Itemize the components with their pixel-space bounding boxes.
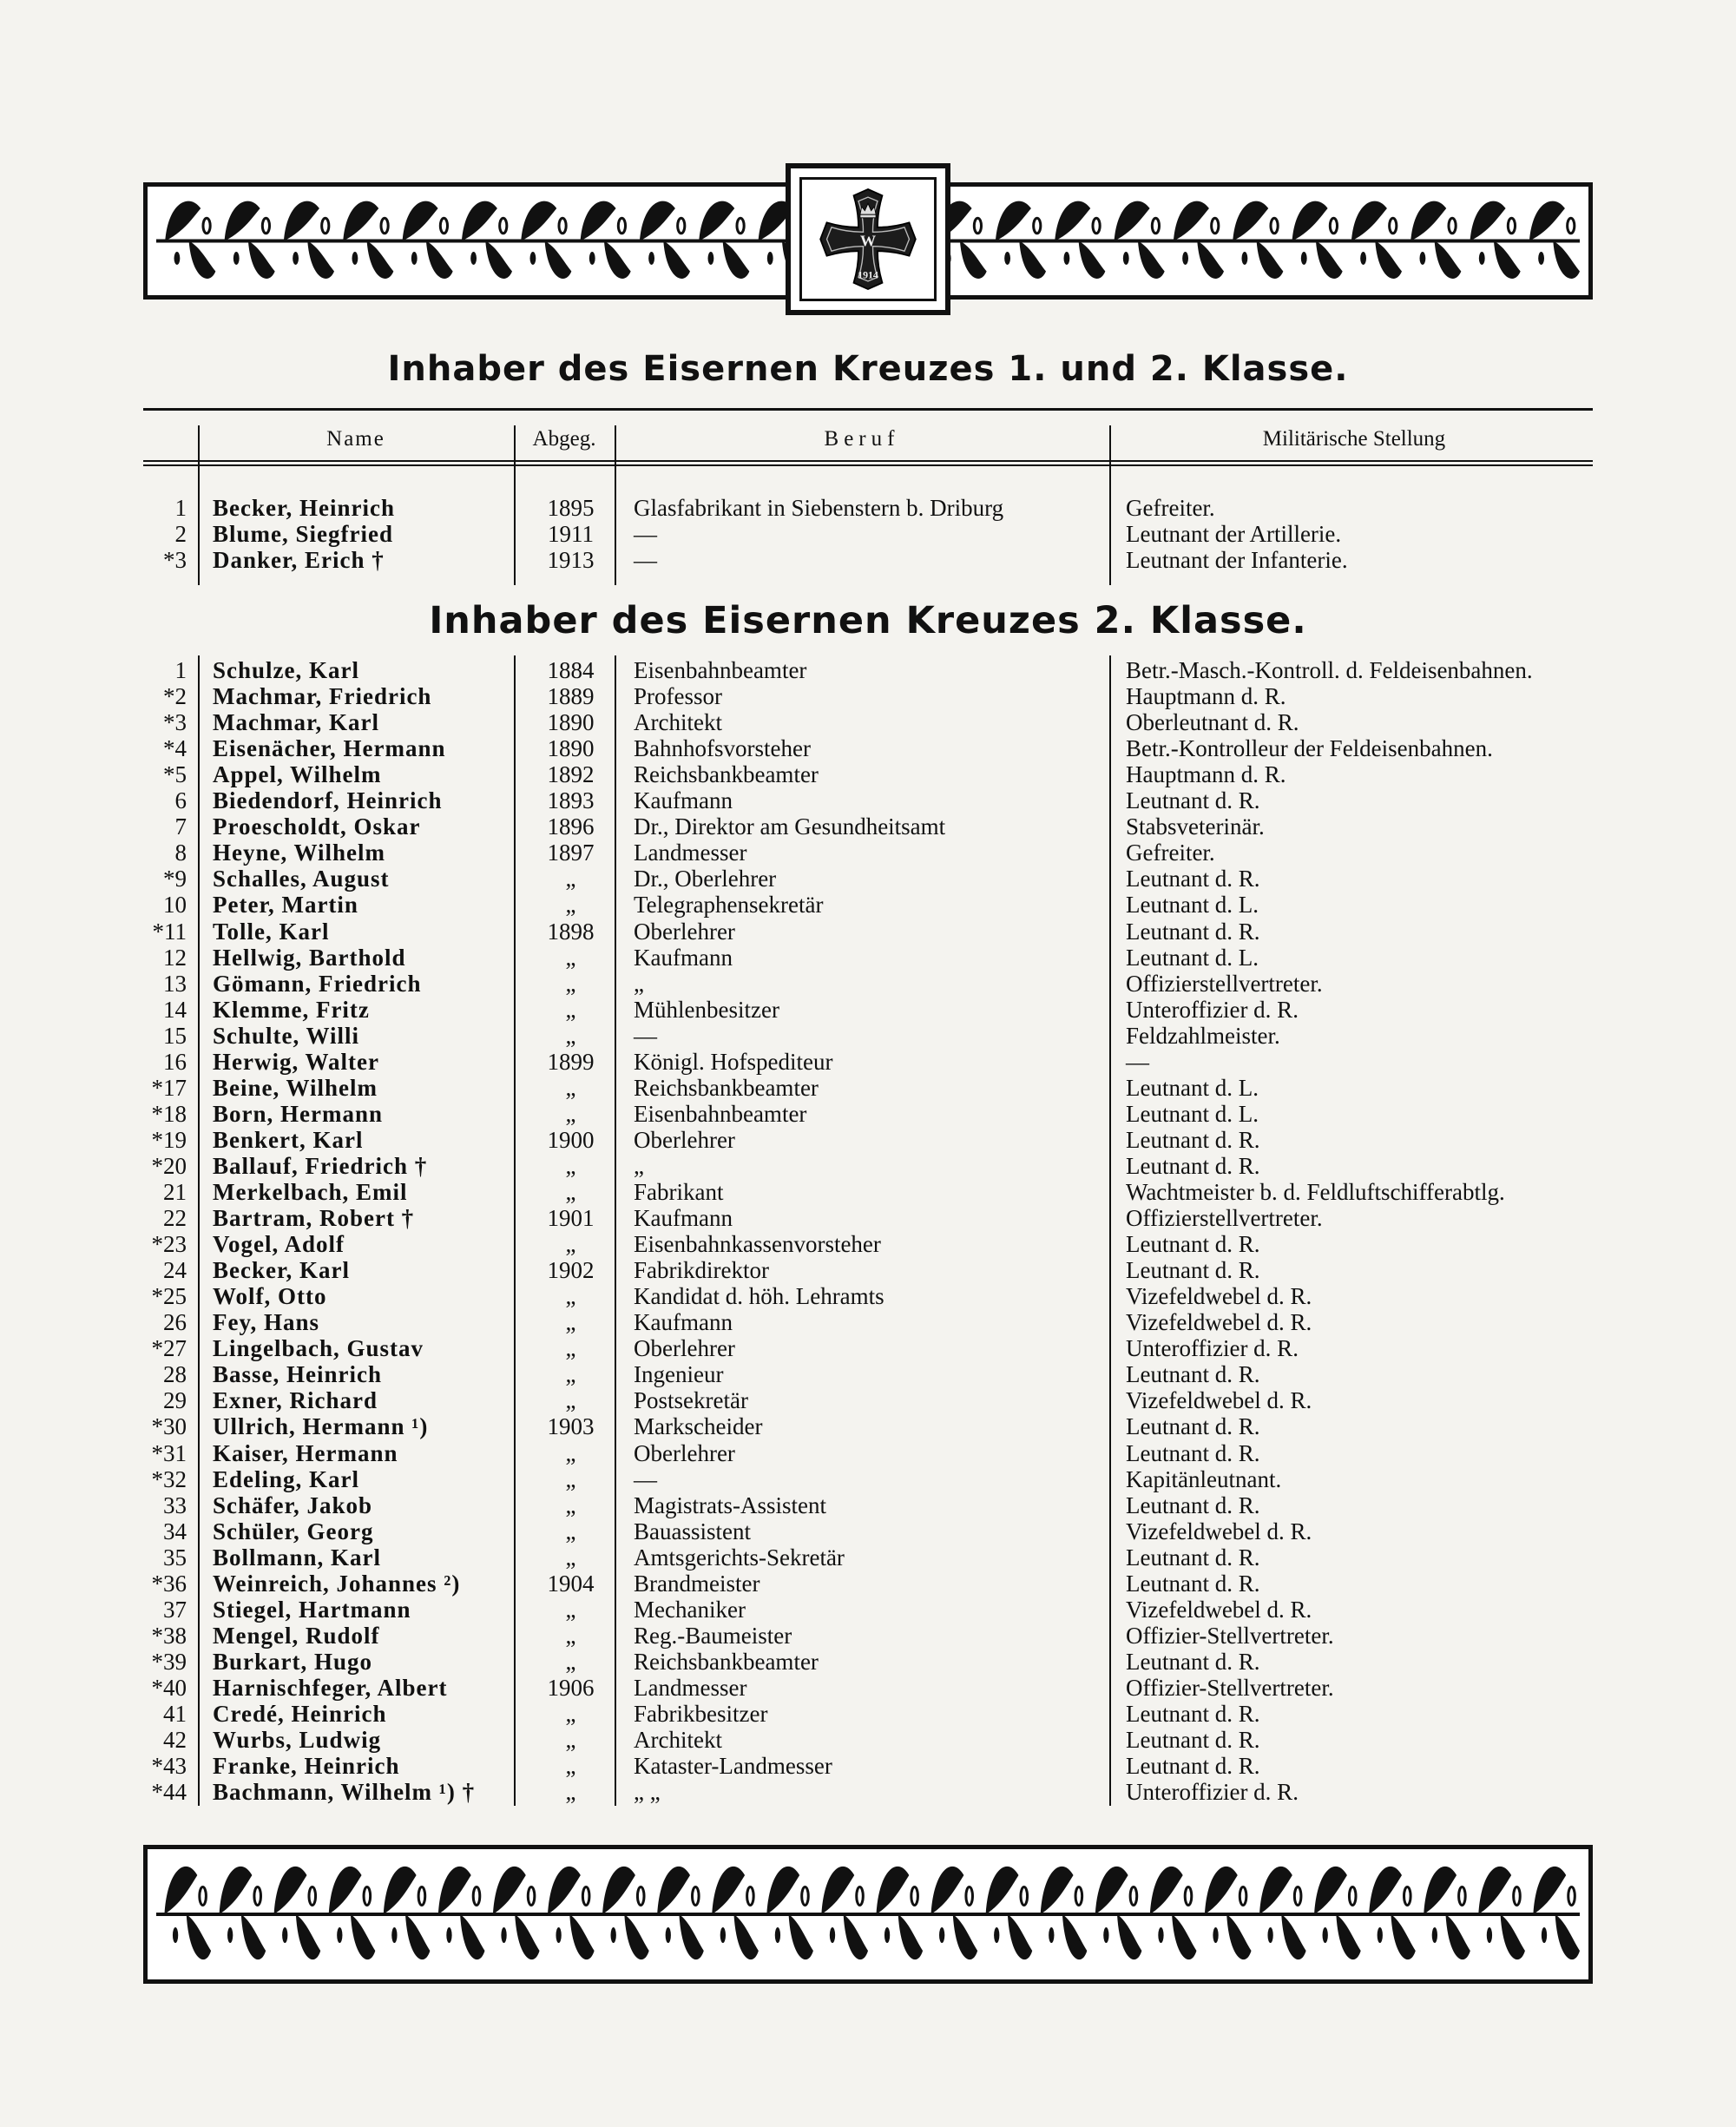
entry-number: 13 [163,970,187,997]
entry-militaerische-stellung: Feldzahlmeister. [1126,1022,1280,1049]
entry-abgang: „ [565,1492,576,1518]
entry-militaerische-stellung: Vizefeldwebel d. R. [1126,1309,1312,1336]
entry-name: Klemme, Fritz [213,996,370,1023]
entry-abgang: „ [565,1439,576,1466]
entry-abgang: 1901 [547,1205,595,1232]
emblem-year: 1914 [858,268,878,281]
page-title-first-class: Inhaber des Eisernen Kreuzes 1. und 2. Klasse. [387,349,1349,389]
entry-beruf: Fabrikant [634,1179,724,1205]
entry-beruf: Glasfabrikant in Siebenstern b. Driburg [634,495,1004,521]
entry-beruf: Landmesser [634,840,747,866]
entry-beruf: Oberlehrer [634,918,735,945]
entry-name: Peter, Martin [213,892,358,919]
entry-beruf: Dr., Direktor am Gesundheitsamt [634,813,946,840]
entry-beruf: — [634,547,657,573]
entry-abgang: 1899 [547,1048,595,1075]
entry-number: 16 [163,1048,187,1075]
table-row [143,1387,1601,1413]
table-row [143,1309,1601,1335]
entry-militaerische-stellung: Leutnant d. R. [1126,1544,1260,1571]
entry-number: 33 [163,1492,187,1518]
entry-abgang: 1896 [547,813,595,840]
entry-name: Bartram, Robert † [213,1205,415,1232]
entry-abgang: „ [565,1701,576,1727]
entry-name: Machmar, Friedrich [213,683,432,710]
entry-militaerische-stellung: Leutnant d. R. [1126,1492,1260,1518]
entry-militaerische-stellung: Leutnant d. R. [1126,787,1260,814]
entry-militaerische-stellung: Vizefeldwebel d. R. [1126,1518,1312,1544]
oak-leaf-ornament [148,1849,1588,1979]
entry-number: *3 [163,547,187,573]
entry-beruf: Oberlehrer [634,1439,735,1466]
entry-militaerische-stellung: Leutnant der Artillerie. [1126,521,1342,547]
entry-militaerische-stellung: Unteroffizier d. R. [1126,1779,1299,1806]
entry-number: *19 [151,1126,187,1153]
entry-number: *39 [151,1648,187,1675]
entry-name: Machmar, Karl [213,709,379,736]
entry-militaerische-stellung: Unteroffizier d. R. [1126,1335,1299,1362]
table-row [143,1753,1601,1779]
entry-beruf: Dr., Oberlehrer [634,866,777,892]
entry-militaerische-stellung: Gefreiter. [1126,495,1215,521]
entry-number: *30 [151,1413,187,1440]
table-row [143,1649,1601,1675]
table-row [143,1571,1601,1597]
entry-militaerische-stellung: — [1126,1048,1149,1075]
entry-beruf: Kaufmann [634,787,733,814]
entry-abgang: „ [565,892,576,919]
entry-number: *5 [163,761,187,788]
column-header-militaerische-stellung: Militärische Stellung [1262,427,1446,451]
entry-militaerische-stellung: Leutnant d. L. [1126,944,1259,971]
entry-militaerische-stellung: Oberleutnant d. R. [1126,709,1299,736]
entry-name: Burkart, Hugo [213,1648,373,1675]
entry-beruf: Markscheider [634,1413,763,1440]
table-rule-header [143,460,1593,462]
entry-name: Stiegel, Hartmann [213,1596,411,1623]
table-row [143,521,1601,547]
entry-militaerische-stellung: Leutnant d. R. [1126,918,1260,945]
entry-beruf: Professor [634,683,722,710]
table-row [143,1727,1601,1753]
entry-abgang: „ [565,1779,576,1806]
entry-number: 6 [174,787,187,814]
entry-abgang: „ [565,1309,576,1336]
table-row [143,1101,1601,1127]
entry-name: Becker, Heinrich [213,495,395,521]
entry-beruf: Eisenbahnbeamter [634,1100,807,1127]
entry-militaerische-stellung: Leutnant d. R. [1126,1152,1260,1179]
entry-militaerische-stellung: Unteroffizier d. R. [1126,996,1299,1023]
entry-abgang: „ [565,996,576,1023]
entry-militaerische-stellung: Kapitänleutnant. [1126,1465,1282,1492]
entry-name: Eisenächer, Hermann [213,735,446,762]
entry-number: 1 [174,495,187,521]
table-row [143,1779,1601,1805]
entry-abgang: „ [565,970,576,997]
entry-militaerische-stellung: Leutnant der Infanterie. [1126,547,1348,573]
table-row [143,1466,1601,1492]
entry-beruf: Mechaniker [634,1596,746,1623]
entry-name: Credé, Heinrich [213,1701,387,1727]
table-row [143,1257,1601,1283]
entry-number: *20 [151,1152,187,1179]
entry-militaerische-stellung: Betr.-Masch.-Kontroll. d. Feldeisenbahnen. [1126,657,1533,683]
entry-number: 8 [174,840,187,866]
entry-abgang: „ [565,1283,576,1310]
entry-abgang: 1893 [547,787,595,814]
entry-abgang: 1892 [547,761,595,788]
entry-number: *25 [151,1283,187,1310]
entry-militaerische-stellung: Hauptmann d. R. [1126,761,1286,788]
entry-name: Benkert, Karl [213,1126,364,1153]
entry-militaerische-stellung: Leutnant d. R. [1126,1753,1260,1780]
entry-militaerische-stellung: Leutnant d. R. [1126,1648,1260,1675]
table-row [143,1075,1601,1101]
entry-abgang: „ [565,866,576,892]
entry-name: Schäfer, Jakob [213,1492,373,1518]
table-row [143,1440,1601,1466]
entry-number: 41 [163,1701,187,1727]
iron-cross-icon [802,180,934,299]
entry-beruf: Bauassistent [634,1518,751,1544]
table-row [143,1153,1601,1179]
table-row [143,1205,1601,1231]
entry-militaerische-stellung: Leutnant d. R. [1126,1126,1260,1153]
entry-militaerische-stellung: Offizier-Stellvertreter. [1126,1674,1334,1701]
entry-militaerische-stellung: Offizier-Stellvertreter. [1126,1622,1334,1649]
table-row [143,919,1601,945]
table-row [143,813,1601,840]
entry-militaerische-stellung: Vizefeldwebel d. R. [1126,1596,1312,1623]
entry-name: Ballauf, Friedrich † [213,1152,428,1179]
iron-cross-emblem [786,163,950,315]
entry-name: Blume, Siegfried [213,521,393,547]
entry-beruf: Brandmeister [634,1570,760,1597]
entry-militaerische-stellung: Stabsveterinär. [1126,813,1265,840]
table-row [143,1597,1601,1623]
entry-abgang: 1890 [547,709,595,736]
table-row [143,495,1601,521]
table-row [143,866,1601,892]
entry-beruf: Ingenieur [634,1361,724,1388]
entry-number: 10 [163,892,187,919]
table-row [143,1675,1601,1701]
table-row [143,1049,1601,1075]
entry-militaerische-stellung: Leutnant d. L. [1126,1100,1259,1127]
entry-militaerische-stellung: Gefreiter. [1126,840,1215,866]
entry-abgang: 1913 [547,547,595,573]
entry-name: Tolle, Karl [213,918,330,945]
table-rule-header-double [143,464,1593,466]
entry-militaerische-stellung: Leutnant d. R. [1126,1570,1260,1597]
entry-name: Biedendorf, Heinrich [213,787,443,814]
entry-beruf: Landmesser [634,1674,747,1701]
entry-name: Heyne, Wilhelm [213,840,386,866]
entry-beruf: Architekt [634,709,722,736]
entry-beruf: Postsekretär [634,1387,748,1414]
entry-number: 14 [163,996,187,1023]
entry-beruf: Königl. Hofspediteur [634,1048,833,1075]
entry-number: *27 [151,1335,187,1362]
entry-beruf: Kaufmann [634,1205,733,1232]
entry-beruf: Bahnhofsvorsteher [634,735,811,762]
entry-militaerische-stellung: Leutnant d. R. [1126,1231,1260,1258]
entry-number: 42 [163,1727,187,1754]
column-header-name: Name [326,427,385,451]
entry-name: Schüler, Georg [213,1518,374,1544]
entry-abgang: 1889 [547,683,595,710]
entry-beruf: — [634,1465,657,1492]
entry-militaerische-stellung: Vizefeldwebel d. R. [1126,1387,1312,1414]
entry-militaerische-stellung: Offizierstellvertreter. [1126,970,1323,997]
entry-abgang: 1890 [547,735,595,762]
entry-beruf: — [634,1022,657,1049]
table-row [143,1179,1601,1205]
entry-number: *18 [151,1100,187,1127]
entry-militaerische-stellung: Leutnant d. R. [1126,1361,1260,1388]
entry-name: Merkelbach, Emil [213,1179,408,1205]
table-row [143,1492,1601,1518]
entry-beruf: Oberlehrer [634,1126,735,1153]
entry-number: *17 [151,1074,187,1101]
entry-number: 24 [163,1257,187,1284]
entry-abgang: „ [565,1179,576,1205]
entry-name: Mengel, Rudolf [213,1622,380,1649]
table-row [143,709,1601,735]
entry-name: Weinreich, Johannes ²) [213,1570,461,1597]
table-row [143,657,1601,683]
entry-name: Born, Hermann [213,1100,384,1127]
table-row [143,840,1601,866]
entry-beruf: Reichsbankbeamter [634,1074,819,1101]
entry-abgang: „ [565,1753,576,1780]
entry-militaerische-stellung: Leutnant d. R. [1126,1701,1260,1727]
entry-name: Proescholdt, Oskar [213,813,421,840]
table-row [143,1544,1601,1571]
entry-beruf: Kandidat d. höh. Lehramts [634,1283,884,1310]
entry-militaerische-stellung: Leutnant d. R. [1126,866,1260,892]
entry-name: Gömann, Friedrich [213,970,422,997]
entry-name: Bachmann, Wilhelm ¹) † [213,1779,476,1806]
table-row [143,1127,1601,1153]
entry-number: 29 [163,1387,187,1414]
entry-abgang: „ [565,1022,576,1049]
entry-name: Beine, Wilhelm [213,1074,378,1101]
entry-beruf: Architekt [634,1727,722,1754]
entry-beruf: Kataster-Landmesser [634,1753,832,1780]
entry-number: *43 [151,1753,187,1780]
table-row [143,1361,1601,1387]
entry-beruf: Eisenbahnbeamter [634,657,807,683]
page-title-second-class: Inhaber des Eisernen Kreuzes 2. Klasse. [429,599,1307,642]
entry-beruf: Reichsbankbeamter [634,1648,819,1675]
entry-name: Schulze, Karl [213,657,359,683]
entry-name: Kaiser, Hermann [213,1439,398,1466]
entry-militaerische-stellung: Vizefeldwebel d. R. [1126,1283,1312,1310]
entry-beruf: Oberlehrer [634,1335,735,1362]
entry-militaerische-stellung: Betr.-Kontrolleur der Feldeisenbahnen. [1126,735,1493,762]
entry-name: Basse, Heinrich [213,1361,382,1388]
entry-militaerische-stellung: Leutnant d. R. [1126,1727,1260,1754]
entry-abgang: 1884 [547,657,595,683]
entry-abgang: „ [565,1387,576,1414]
entry-number: 12 [163,944,187,971]
entry-abgang: 1897 [547,840,595,866]
table-row [143,997,1601,1023]
entry-beruf: Kaufmann [634,944,733,971]
entry-abgang: „ [565,1074,576,1101]
entry-beruf: Amtsgerichts-Sekretär [634,1544,845,1571]
entry-number: *36 [151,1570,187,1597]
entry-number: 2 [174,521,187,547]
table-row [143,735,1601,761]
entry-abgang: „ [565,1596,576,1623]
entry-abgang: „ [565,944,576,971]
entry-beruf: „ „ [634,1779,661,1806]
entry-beruf: — [634,521,657,547]
table-row [143,1623,1601,1649]
entry-beruf: „ [634,970,644,997]
entry-militaerische-stellung: Hauptmann d. R. [1126,683,1286,710]
entry-abgang: 1895 [547,495,595,521]
table-row [143,547,1601,573]
entry-abgang: „ [565,1361,576,1388]
entry-name: Vogel, Adolf [213,1231,345,1258]
entry-number: *11 [152,918,187,945]
table-row [143,761,1601,787]
entry-number: 15 [163,1022,187,1049]
entry-militaerische-stellung: Offizierstellvertreter. [1126,1205,1323,1232]
entry-number: 22 [163,1205,187,1232]
table-row [143,787,1601,813]
entry-beruf: Mühlenbesitzer [634,996,779,1023]
entry-militaerische-stellung: Wachtmeister b. d. Feldluftschifferabtlg. [1126,1179,1505,1205]
entry-abgang: 1900 [547,1126,595,1153]
entry-name: Schulte, Willi [213,1022,360,1049]
table-row [143,1701,1601,1727]
entry-abgang: „ [565,1727,576,1754]
entry-abgang: 1906 [547,1674,595,1701]
entry-abgang: 1904 [547,1570,595,1597]
column-header-beruf: Beruf [824,427,900,451]
entry-name: Ullrich, Hermann ¹) [213,1413,429,1440]
entry-number: *4 [163,735,187,762]
entry-name: Exner, Richard [213,1387,378,1414]
entry-name: Bollmann, Karl [213,1544,382,1571]
table-row [143,1231,1601,1257]
entry-number: 34 [163,1518,187,1544]
table-row [143,1283,1601,1309]
table-row [143,1023,1601,1049]
emblem-letter: W [859,232,877,250]
entry-name: Lingelbach, Gustav [213,1335,424,1362]
entry-abgang: „ [565,1544,576,1571]
entry-number: 37 [163,1596,187,1623]
column-header-abgeg: Abgeg. [532,427,596,451]
entry-abgang: 1898 [547,918,595,945]
entry-name: Becker, Karl [213,1257,350,1284]
table-row [143,945,1601,971]
table-row [143,1335,1601,1361]
table-row [143,892,1601,918]
entry-abgang: „ [565,1100,576,1127]
entry-number: *3 [163,709,187,736]
entry-abgang: „ [565,1465,576,1492]
entry-abgang: „ [565,1518,576,1544]
entry-number: *2 [163,683,187,710]
entry-number: *31 [151,1439,187,1466]
entry-beruf: Telegraphensekretär [634,892,824,919]
entry-beruf: Reg.-Baumeister [634,1622,792,1649]
entry-name: Fey, Hans [213,1309,320,1336]
entry-beruf: Kaufmann [634,1309,733,1336]
oak-leaf-border-bottom [143,1845,1593,1984]
table-row [143,1413,1601,1439]
entry-beruf: Fabrikbesitzer [634,1701,768,1727]
entry-number: *32 [151,1465,187,1492]
entry-name: Franke, Heinrich [213,1753,400,1780]
entry-number: *44 [151,1779,187,1806]
entry-name: Wurbs, Ludwig [213,1727,382,1754]
entry-number: *40 [151,1674,187,1701]
entry-number: 35 [163,1544,187,1571]
entry-abgang: 1902 [547,1257,595,1284]
entry-number: *38 [151,1622,187,1649]
entry-number: *9 [163,866,187,892]
entry-beruf: Magistrats-Assistent [634,1492,826,1518]
entry-name: Danker, Erich † [213,547,385,573]
entry-name: Hellwig, Barthold [213,944,406,971]
entry-abgang: „ [565,1231,576,1258]
entry-abgang: „ [565,1335,576,1362]
entry-abgang: „ [565,1152,576,1179]
entry-militaerische-stellung: Leutnant d. R. [1126,1413,1260,1440]
entry-beruf: Reichsbankbeamter [634,761,819,788]
entry-name: Wolf, Otto [213,1283,327,1310]
table-row [143,971,1601,997]
table-row [143,1518,1601,1544]
entry-name: Harnischfeger, Albert [213,1674,448,1701]
entry-name: Edeling, Karl [213,1465,360,1492]
entry-militaerische-stellung: Leutnant d. R. [1126,1257,1260,1284]
entry-militaerische-stellung: Leutnant d. L. [1126,892,1259,919]
entry-name: Appel, Wilhelm [213,761,382,788]
entry-number: 26 [163,1309,187,1336]
entry-abgang: „ [565,1648,576,1675]
entry-militaerische-stellung: Leutnant d. L. [1126,1074,1259,1101]
entry-number: 21 [163,1179,187,1205]
entry-beruf: Eisenbahnkassenvorsteher [634,1231,881,1258]
entry-abgang: 1903 [547,1413,595,1440]
entry-beruf: „ [634,1152,644,1179]
entry-name: Schalles, August [213,866,390,892]
entry-militaerische-stellung: Leutnant d. R. [1126,1439,1260,1466]
entry-number: 28 [163,1361,187,1388]
entry-beruf: Fabrikdirektor [634,1257,769,1284]
entry-abgang: 1911 [548,521,594,547]
table-rule-top [143,408,1593,411]
entry-number: 1 [174,657,187,683]
entry-number: *23 [151,1231,187,1258]
table-row [143,683,1601,709]
entry-abgang: „ [565,1622,576,1649]
entry-number: 7 [174,813,187,840]
entry-name: Herwig, Walter [213,1048,379,1075]
